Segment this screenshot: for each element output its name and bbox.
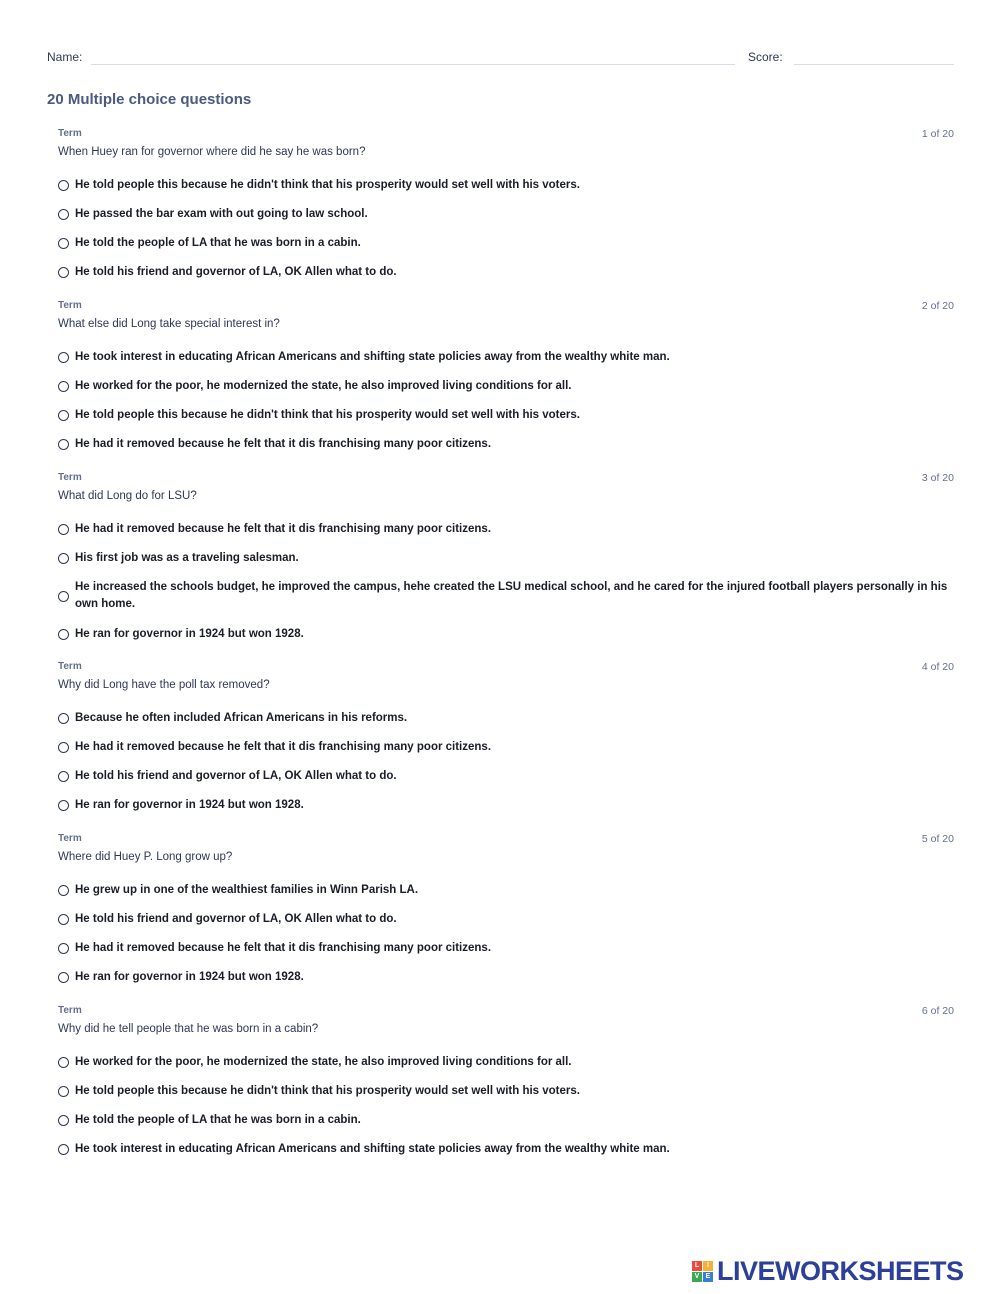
- radio-circle-icon[interactable]: [58, 238, 69, 249]
- logo-text: LIVEWORKSHEETS: [717, 1255, 964, 1286]
- answer-option-label: He told the people of LA that he was born in a cabin.: [75, 1114, 361, 1126]
- question-text: When Huey ran for governor where did he say he was born?: [58, 146, 366, 158]
- question-counter: 4 of 20: [921, 661, 954, 673]
- answer-option-label: He had it removed because he felt that it dis franchising many poor citizens.: [75, 438, 492, 450]
- question-text: What did Long do for LSU?: [58, 490, 197, 502]
- answer-option-label: He had it removed because he felt that it dis franchising many poor citizens.: [75, 523, 492, 535]
- answer-option[interactable]: [58, 235, 954, 252]
- question-card: [58, 300, 954, 480]
- answer-option[interactable]: [58, 349, 954, 366]
- question-counter: 5 of 20: [921, 833, 954, 845]
- answer-option[interactable]: [58, 1112, 954, 1129]
- radio-circle-icon[interactable]: [58, 352, 69, 363]
- radio-circle-icon[interactable]: [58, 553, 69, 564]
- question-term-label: Term: [58, 300, 82, 311]
- radio-circle-icon[interactable]: [58, 1144, 69, 1155]
- question-card: [58, 128, 954, 308]
- logo-tile: I: [703, 1261, 713, 1271]
- radio-circle-icon[interactable]: [58, 439, 69, 450]
- answer-option-label: He told his friend and governor of LA, OK Allen what to do.: [75, 266, 397, 278]
- answer-option[interactable]: [58, 969, 954, 986]
- question-card: [58, 472, 954, 652]
- radio-circle-icon[interactable]: [58, 267, 69, 278]
- answer-option[interactable]: [58, 177, 954, 194]
- section-title: 20 Multiple choice questions: [47, 91, 252, 108]
- answer-option-label: He grew up in one of the wealthiest families in Winn Parish LA.: [75, 884, 419, 896]
- question-text: What else did Long take special interest in?: [58, 318, 280, 330]
- question-term-label: Term: [58, 128, 82, 139]
- answer-option-label: He took interest in educating African Americans and shifting state policies away from the wealthy white man.: [75, 351, 670, 363]
- answer-option-label: He worked for the poor, he modernized the state, he also improved living conditions for all.: [75, 380, 572, 392]
- answer-option[interactable]: [58, 436, 954, 453]
- question-text: Why did he tell people that he was born in a cabin?: [58, 1023, 319, 1035]
- answer-option[interactable]: [58, 911, 954, 928]
- student-info-row: [47, 47, 954, 67]
- answer-option-label: He told his friend and governor of LA, OK Allen what to do.: [75, 770, 397, 782]
- answer-option[interactable]: [58, 626, 954, 643]
- name-label: Name:: [47, 50, 83, 64]
- question-counter: 1 of 20: [921, 128, 954, 140]
- question-counter: 2 of 20: [921, 300, 954, 312]
- answer-option[interactable]: [58, 550, 954, 567]
- answer-option[interactable]: [58, 768, 954, 785]
- question-counter: 6 of 20: [921, 1005, 954, 1017]
- radio-circle-icon[interactable]: [58, 914, 69, 925]
- answer-option[interactable]: [58, 1054, 954, 1071]
- answer-option-label: He increased the schools budget, he improved the campus, hehe created the LSU medical school, and he cared for the injured football players personally in his own home.: [75, 581, 948, 610]
- name-field[interactable]: [91, 64, 735, 65]
- radio-circle-icon[interactable]: [58, 180, 69, 191]
- answer-option-label: He told the people of LA that he was born in a cabin.: [75, 237, 361, 249]
- question-term-label: Term: [58, 833, 82, 844]
- answer-option-label: He ran for governor in 1924 but won 1928.: [75, 799, 304, 811]
- answer-option[interactable]: [58, 1083, 954, 1100]
- logo-tile: L: [692, 1261, 702, 1271]
- radio-circle-icon[interactable]: [58, 771, 69, 782]
- answer-option[interactable]: [58, 1141, 954, 1158]
- radio-circle-icon[interactable]: [58, 1057, 69, 1068]
- radio-circle-icon[interactable]: [58, 742, 69, 753]
- answer-option-label: He took interest in educating African Americans and shifting state policies away from the wealthy white man.: [75, 1143, 670, 1155]
- answer-option-label: He passed the bar exam with out going to law school.: [75, 208, 368, 220]
- radio-circle-icon[interactable]: [58, 713, 69, 724]
- answer-option-label: He ran for governor in 1924 but won 1928.: [75, 628, 304, 640]
- logo-tile: E: [703, 1272, 713, 1282]
- logo-tile: V: [692, 1272, 702, 1282]
- radio-circle-icon[interactable]: [58, 885, 69, 896]
- question-term-label: Term: [58, 472, 82, 483]
- radio-circle-icon[interactable]: [58, 943, 69, 954]
- answer-option-label: He had it removed because he felt that it dis franchising many poor citizens.: [75, 942, 492, 954]
- answer-option-label: He told his friend and governor of LA, OK Allen what to do.: [75, 913, 397, 925]
- answer-option-label: He told people this because he didn't think that his prosperity would set well with his voters.: [75, 1085, 580, 1097]
- radio-circle-icon[interactable]: [58, 381, 69, 392]
- question-counter: 3 of 20: [921, 472, 954, 484]
- answer-option[interactable]: [58, 739, 954, 756]
- question-card: [58, 661, 954, 841]
- answer-option[interactable]: [58, 797, 954, 814]
- answer-option[interactable]: [58, 940, 954, 957]
- radio-circle-icon[interactable]: [58, 591, 69, 602]
- question-card: [58, 833, 954, 1013]
- answer-option[interactable]: [58, 206, 954, 223]
- logo-icon: [692, 1261, 713, 1282]
- radio-circle-icon[interactable]: [58, 972, 69, 983]
- answer-option[interactable]: [58, 579, 954, 613]
- question-term-label: Term: [58, 661, 82, 672]
- answer-option-label: He told people this because he didn't think that his prosperity would set well with his voters.: [75, 179, 580, 191]
- radio-circle-icon[interactable]: [58, 1086, 69, 1097]
- radio-circle-icon[interactable]: [58, 629, 69, 640]
- answer-option-label: Because he often included African Americans in his reforms.: [75, 712, 408, 724]
- answer-option[interactable]: [58, 407, 954, 424]
- question-term-label: Term: [58, 1005, 82, 1016]
- answer-option-label: His first job was as a traveling salesman.: [75, 552, 299, 564]
- liveworksheets-logo: [692, 1256, 964, 1286]
- radio-circle-icon[interactable]: [58, 800, 69, 811]
- radio-circle-icon[interactable]: [58, 1115, 69, 1126]
- score-label: Score:: [748, 50, 783, 64]
- score-field[interactable]: [794, 64, 954, 65]
- answer-option[interactable]: [58, 378, 954, 395]
- answer-option[interactable]: [58, 882, 954, 899]
- question-card: [58, 1005, 954, 1185]
- radio-circle-icon[interactable]: [58, 524, 69, 535]
- radio-circle-icon[interactable]: [58, 410, 69, 421]
- answer-option-label: He worked for the poor, he modernized the state, he also improved living conditions for all.: [75, 1056, 572, 1068]
- answer-option-label: He had it removed because he felt that it dis franchising many poor citizens.: [75, 741, 492, 753]
- question-text: Why did Long have the poll tax removed?: [58, 679, 270, 691]
- question-text: Where did Huey P. Long grow up?: [58, 851, 233, 863]
- answer-option-label: He told people this because he didn't think that his prosperity would set well with his voters.: [75, 409, 580, 421]
- radio-circle-icon[interactable]: [58, 209, 69, 220]
- answer-option[interactable]: [58, 264, 954, 281]
- answer-option-label: He ran for governor in 1924 but won 1928.: [75, 971, 304, 983]
- answer-option[interactable]: [58, 710, 954, 727]
- answer-option[interactable]: [58, 521, 954, 538]
